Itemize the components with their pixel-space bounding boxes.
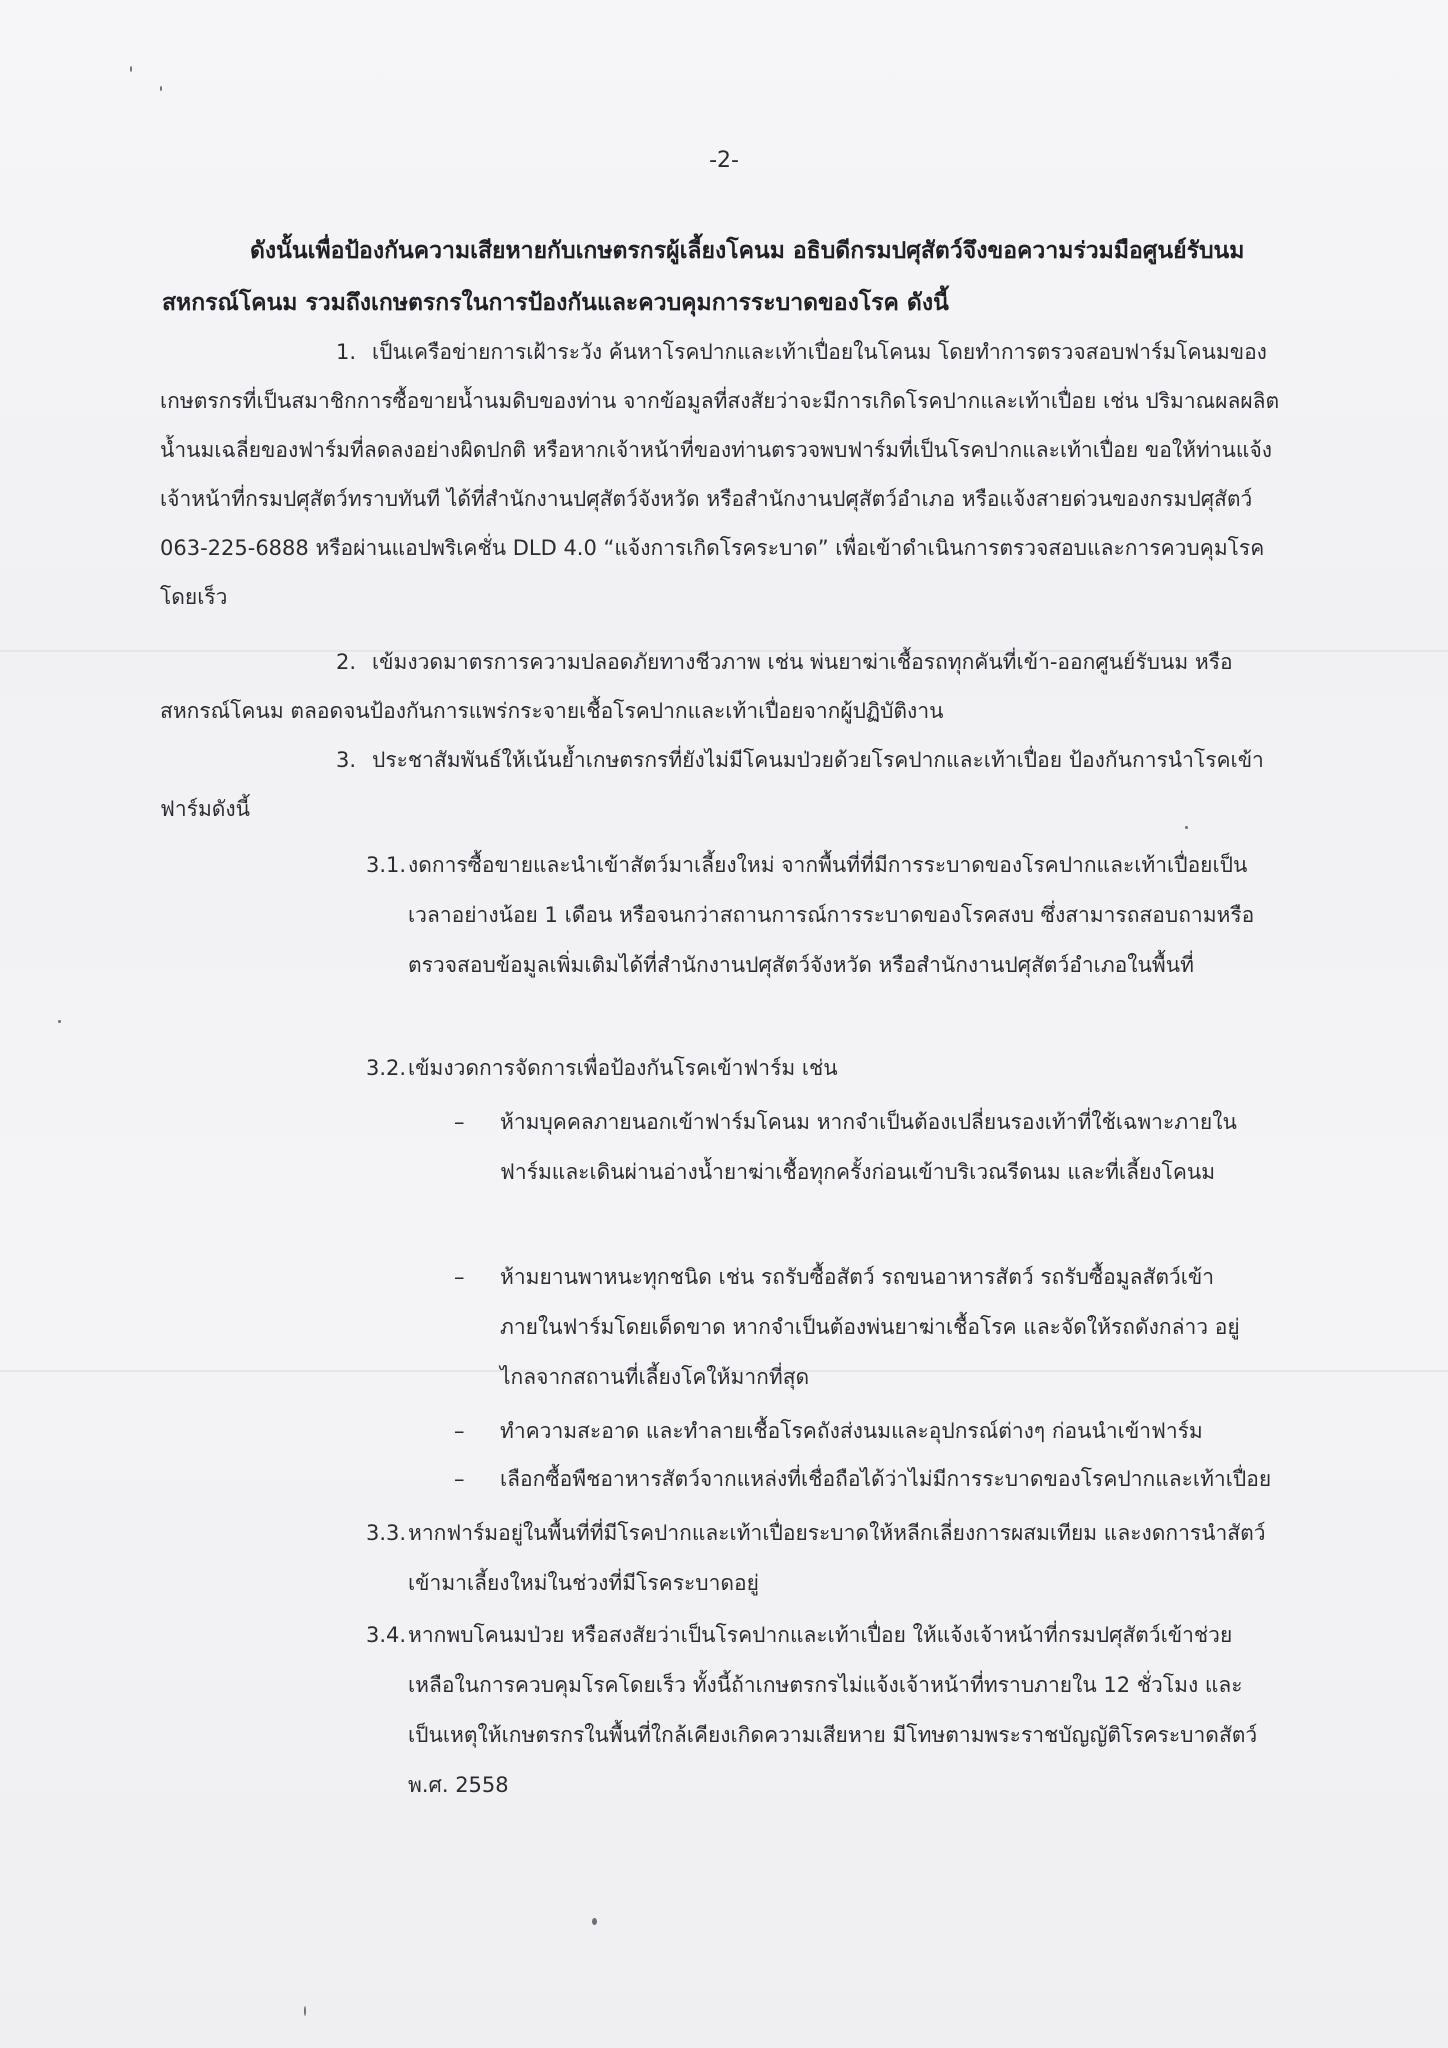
bullet-item [454,1252,1274,1402]
list-item-number: 3. [336,748,357,772]
list-item-body [160,736,1280,834]
bullet-dash: – [454,1265,465,1289]
scan-speck [592,1918,597,1925]
scan-speck [58,1020,61,1023]
sub-list-item-text: งดการซื้อขายและนำเข้าสัตว์มาเลี้ยงใหม่ จากพื้นที่ที่มีการระบาดของโรคปากและเท้าเปื่อยเป็นเวลาอย่างน้อย 1 เดือน หรือจนกว่าสถานการณ์การระบาดของโรคสงบ ซึ่งสามารถสอบถามหรือตรวจสอบข้อมูลเพิ่มเติมได้ที่สำนักงานปศุสัตว์จังหวัด หรือสำนักงานปศุสัตว์อำเภอในพื้นที่ [408,853,1255,977]
scan-speck [160,86,162,91]
sub-list-item-number: 3.3. [366,1521,407,1545]
bullet-text: ห้ามยานพาหนะทุกชนิด เช่น รถรับซื้อสัตว์ รถขนอาหารสัตว์ รถรับซื้อมูลสัตว์เข้าภายในฟาร์มโดยเด็ดขาด หากจำเป็นต้องพ่นยาฆ่าเชื้อโรค และจัดให้รถดังกล่าว อยู่ไกลจากสถานที่เลี้ยงโคให้มากที่สุด [500,1265,1240,1389]
sub-list-item [366,1610,1271,1810]
bullet-item [454,1454,1274,1504]
sub-list-item [366,840,1271,990]
bullet-item [454,1097,1274,1197]
sub-list-item-number: 3.4. [366,1623,407,1647]
sub-list-item-number: 3.2. [366,1056,407,1080]
bullet-dash: – [454,1467,465,1491]
bullet-text: เลือกซื้อพืชอาหารสัตว์จากแหล่งที่เชื่อถือได้ว่าไม่มีการระบาดของโรคปากและเท้าเปื่อย [500,1467,1272,1491]
sub-list-item-text: เข้มงวดการจัดการเพื่อป้องกันโรคเข้าฟาร์ม เช่น [408,1056,838,1080]
bullet-item [454,1406,1274,1456]
list-item [160,736,1280,834]
scan-speck [304,2006,306,2016]
page-number: -2- [709,148,739,173]
list-item-body [160,328,1280,622]
sub-list-item-number: 3.1. [366,853,407,877]
bullet-dash: – [454,1110,465,1134]
list-item-number: 2. [336,650,357,674]
list-item-body [160,638,1280,736]
intro-paragraph: ดังนั้นเพื่อป้องกันความเสียหายกับเกษตรกรผู้เลี้ยงโคนม อธิบดีกรมปศุสัตว์จึงขอความร่วมมือศูนย์รับนมสหกรณ์โคนม รวมถึงเกษตรกรในการป้องกันและควบคุมการระบาดของโรค ดังนี้ [162,238,1245,316]
sub-list-item-text: หากฟาร์มอยู่ในพื้นที่ที่มีโรคปากและเท้าเปื่อยระบาดให้หลีกเลี่ยงการผสมเทียม และงดการนำสัตว์เข้ามาเลี้ยงใหม่ในช่วงที่มีโรคระบาดอยู่ [408,1521,1266,1595]
sub-list-item [366,1508,1271,1608]
list-item-text: เป็นเครือข่ายการเฝ้าระวัง ค้นหาโรคปากและเท้าเปื่อยในโคนม โดยทำการตรวจสอบฟาร์มโคนมของเกษตรกรที่เป็นสมาชิกการซื้อขายน้ำนมดิบของท่าน จากข้อมูลที่สงสัยว่าจะมีการเกิดโรคปากและเท้าเปื่อย เช่น ปริมาณผลผลิตน้ำนมเฉลี่ยของฟาร์มที่ลดลงอย่างผิดปกติ หรือหากเจ้าหน้าที่ของท่านตรวจพบฟาร์มที่เป็นโรคปากและเท้าเปื่อย ขอให้ท่านแจ้งเจ้าหน้าที่กรมปศุสัตว์ทราบทันที ได้ที่สำนักงานปศุสัตว์จังหวัด หรือสำนักงานปศุสัตว์อำเภอ หรือแจ้งสายด่วนของกรมปศุสัตว์ 063-225-6888 หรือผ่านแอปพริเคชั่น DLD 4.0 “แจ้งการเกิดโรคระบาด” เพื่อเข้าดำเนินการตรวจสอบและการควบคุมโรคโดยเร็ว [160,340,1280,609]
scan-speck [130,66,132,72]
list-item [160,638,1280,736]
sub-list-item-text: หากพบโคนมป่วย หรือสงสัยว่าเป็นโรคปากและเท้าเปื่อย ให้แจ้งเจ้าหน้าที่กรมปศุสัตว์เข้าช่วยเหลือในการควบคุมโรคโดยเร็ว ทั้งนี้ถ้าเกษตรกรไม่แจ้งเจ้าหน้าที่ทราบภายใน 12 ชั่วโมง และเป็นเหตุให้เกษตรกรในพื้นที่ใกล้เคียงเกิดความเสียหาย มีโทษตามพระราชบัญญัติโรคระบาดสัตว์ พ.ศ. 2558 [408,1623,1258,1797]
list-item [160,328,1280,622]
sub-list-item [366,1043,1271,1093]
bullet-dash: – [454,1419,465,1443]
bullet-text: ทำความสะอาด และทำลายเชื้อโรคถังส่งนมและอุปกรณ์ต่างๆ ก่อนนำเข้าฟาร์ม [500,1419,1203,1443]
list-item-text: ประชาสัมพันธ์ให้เน้นย้ำเกษตรกรที่ยังไม่มีโคนมป่วยด้วยโรคปากและเท้าเปื่อย ป้องกันการนำโรคเข้าฟาร์มดังนี้ [160,748,1264,821]
list-item-text: เข้มงวดมาตรการความปลอดภัยทางชีวภาพ เช่น พ่นยาฆ่าเชื้อรถทุกคันที่เข้า-ออกศูนย์รับนม หรือสหกรณ์โคนม ตลอดจนป้องกันการแพร่กระจายเชื้อโรคปากและเท้าเปื่อยจากผู้ปฏิบัติงาน [160,650,1233,723]
bullet-text: ห้ามบุคคลภายนอกเข้าฟาร์มโคนม หากจำเป็นต้องเปลี่ยนรองเท้าที่ใช้เฉพาะภายในฟาร์มและเดินผ่านอ่างน้ำยาฆ่าเชื้อทุกครั้งก่อนเข้าบริเวณรีดนม และที่เลี้ยงโคนม [500,1110,1237,1184]
list-item-number: 1. [336,340,357,364]
